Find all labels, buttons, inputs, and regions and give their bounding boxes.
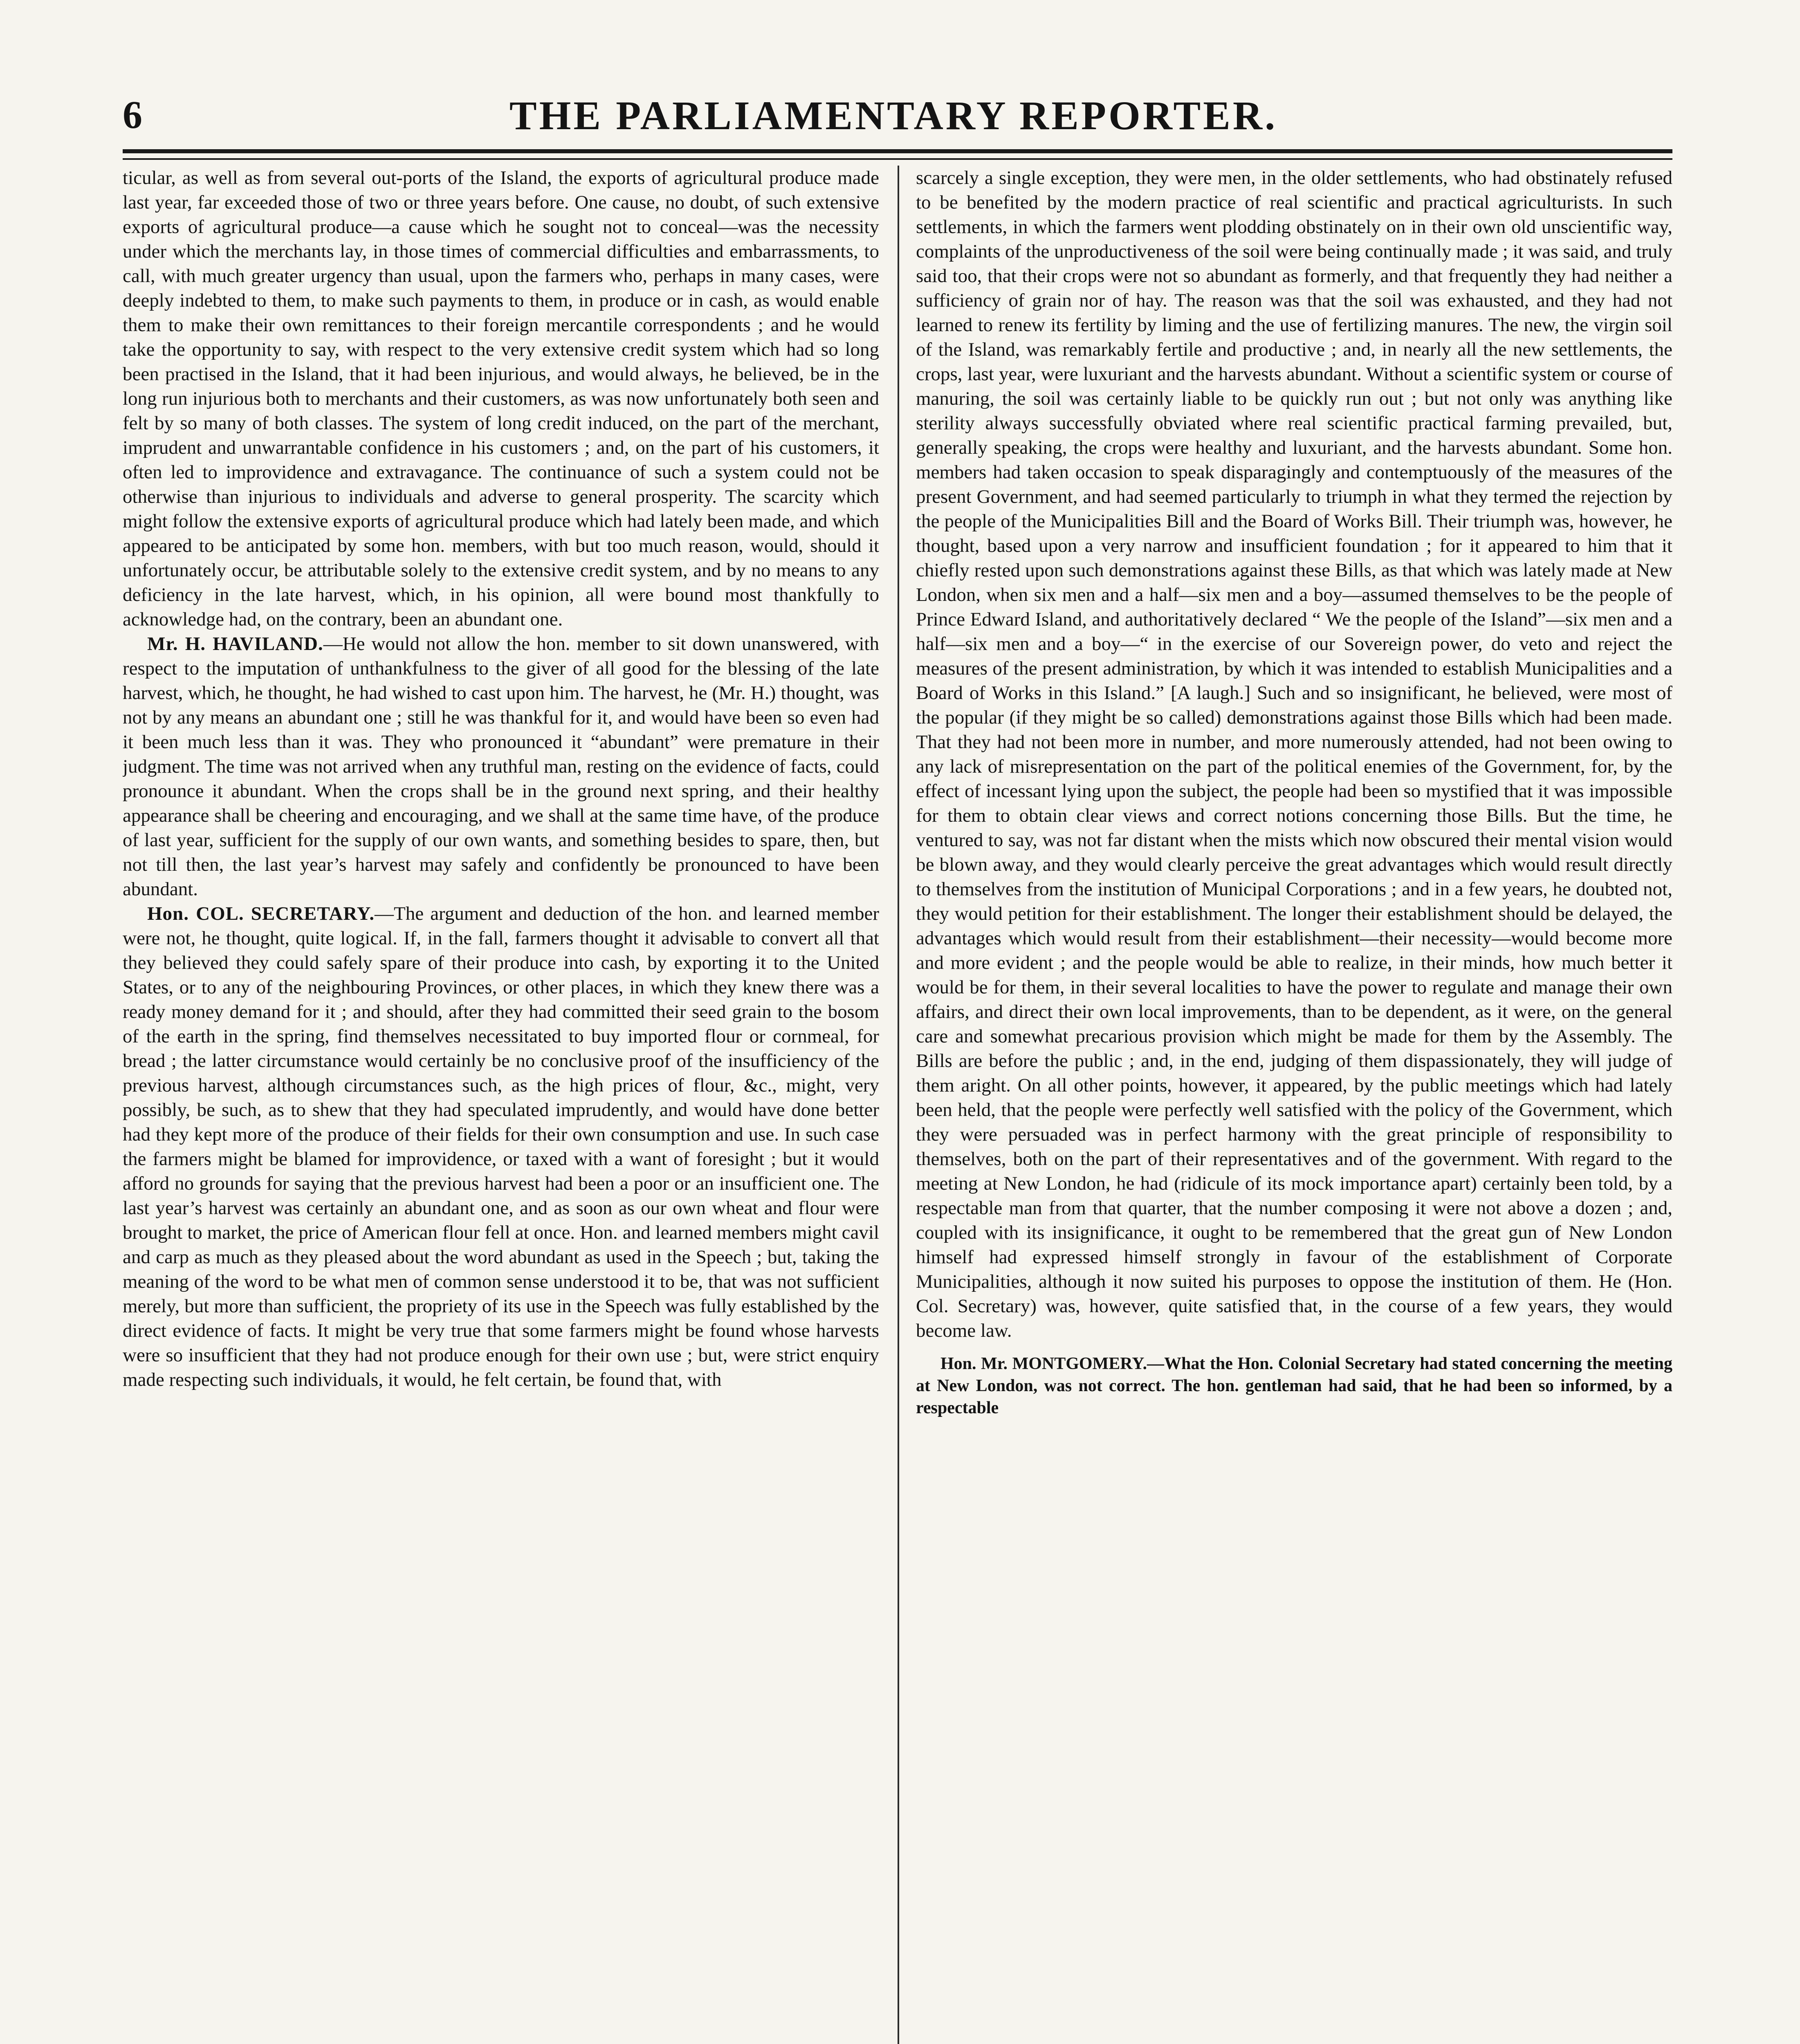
speech-text: —The argument and deduction of the hon. and learned member were not, he thought, quite logical. If, in the fall, farmers thought it advisable to convert all that they believed they could safely spare of their produce into cash, by exporting it to the United States, or to any of the neighbouring Provinces, or other places, in which they knew there was a ready money demand for it ; and should, after they had committed their seed grain to the bosom of the earth in the spring, find themselves necessitated to buy imported flour or cornmeal, for bread ; the latter circumstance would certainly be no conclusive proof of the insufficiency of the previous harvest, although circumstances such, as the high prices of flour, &c., might, very possibly, be such, as to shew that they had speculated imprudently, and would have done better had they kept more of the produce of their fields for their own consumption and use. In such case the farmers might be blamed for improvidence, or taxed with a want of foresight ; but it would afford no grounds for saying that the previous harvest had been a poor or an insufficient one. The last year’s harvest was certainly an abundant one, and as soon as our own wheat and flour were brought to market, the price of American flour fell at once. Hon. and learned members might cavil and carp as much as they pleased about the word abundant as used in the Speech ; but, taking the meaning of the word to be what men of common sense understood it to be, that was not sufficient merely, but more than sufficient, the propriety of its use in the Speech was fully established by the direct evidence of facts. It might be very true that some farmers might be found whose harvests were so insufficient that they had not produce enough for their own use ; but, were strict enquiry made respecting such individuals, it would, he felt certain, be found that, with [123, 903, 879, 1390]
masthead-title: THE PARLIAMENTARY REPORTER. [509, 93, 1278, 138]
paragraph [123, 901, 879, 1392]
speaker-name: Hon. COL. SECRETARY. [147, 903, 375, 924]
speaker-name: Mr. H. HAVILAND. [147, 633, 323, 654]
header-rule [123, 149, 1672, 160]
paragraph: scarcely a single exception, they were men, in the older settlements, who had obstinately refused to be benefited by the modern practice of real scientific and practical agriculturists. In such settlements, in which the farmers went plodding obstinately on in their own old unscientific way, complaints of the unproductiveness of the soil were being continually made ; it was said, and truly said too, that their crops were not so abundant as formerly, and that frequently they had neither a sufficiency of grain nor of hay. The reason was that the soil was exhausted, and they had not learned to renew its fertility by liming and the use of fertilizing manures. The new, the virgin soil of the Island, was remarkably fertile and productive ; and, in nearly all the new settlements, the crops, last year, were luxuriant and the harvests abundant. Without a scientific system or course of manuring, the soil was certainly liable to be quickly run out ; but not only was anything like sterility always successfully obviated where real scientific practical farming prevailed, but, generally speaking, the crops were healthy and luxuriant, and the harvests abundant. Some hon. members had taken occasion to speak disparagingly and contemptuously of the measures of the present Government, and had seemed particularly to triumph in what they termed the rejection by the people of the Municipalities Bill and the Board of Works Bill. Their triumph was, however, he thought, based upon a very narrow and insufficient foundation ; for it appeared to him that it chiefly rested upon such demonstrations against these Bills, as that which was lately made at New London, when six men and a half—six men and a boy—assumed themselves to be the people of Prince Edward Island, and authoritatively declared “ We the people of the Island”—six men and a half—six men and a boy—“ in the exercise of our Sovereign power, do veto and reject the measures of the present administration, by which it was intended to establish Municipalities and a Board of Works in this Island.” [A laugh.] Such and so insignificant, he believed, were most of the popular (if they might be so called) demonstrations against those Bills which had been made. That they had not been more in number, and more numerously attended, had not been owing to any lack of misrepresentation on the part of the political enemies of the Government, for, by the effect of incessant lying upon the subject, the people had been so mystified that it was impossible for them to obtain clear views and correct notions concerning those Bills. But the time, he ventured to say, was not far distant when the mists which now obscured their mental vision would be blown away, and they would clearly perceive the great advantages which would result directly to themselves from the institution of Municipal Corporations ; and in a few years, he doubted not, they would petition for their establishment. The longer their establishment should be delayed, the advantages which would result from their establishment—their necessity—would become more and more evident ; and the people would be able to realize, in their minds, how much better it would be for them, in their several localities to have the power to regulate and manage their own affairs, and direct their own local improvements, than to be dependent, as it were, on the general care and somewhat precarious provision which might be made for them by the Assembly. The Bills are before the public ; and, in the end, judging of them dispassionately, they will judge of them aright. On all other points, however, it appeared, by the public meetings which had lately been held, that the people were perfectly well satisfied with the policy of the Government, which they were persuaded was in perfect harmony with the great principle of responsibility to themselves, both on the part of their representatives and of the government. With regard to the meeting at New London, he had (ridicule of its mock importance apart) certainly been told, by a respectable man from that quarter, that the number composing it were not above a dozen ; and, coupled with its insignificance, it ought to be remembered that the great gun of New London himself had expressed himself strongly in favour of the establishment of Corporate Municipalities, although it now suited his purposes to oppose the institution of them. He (Hon. Col. Secretary) was, however, quite satisfied that, in the course of a few years, they would become law. [916, 167, 1672, 1341]
paragraph: Hon. Mr. MONTGOMERY.—What the Hon. Colonial Secretary had stated concerning the meeting at New London, was not correct. The hon. gentleman had said, that he had been so informed, by a respectable [916, 1354, 1672, 1417]
column-divider [898, 166, 899, 2044]
paragraph: ticular, as well as from several out-ports of the Island, the exports of agricultural produce made last year, far exceeded those of two or three years before. One cause, no doubt, of such extensive exports of agricultural produce—a cause which he sought not to conceal—was the necessity under which the merchants lay, in those times of commercial difficulties and embarrassments, to call, with much greater urgency than usual, upon the farmers who, perhaps in many cases, were deeply indebted to them, to make such payments to them, in produce or in cash, as would enable them to make their own remittances to their foreign mercantile correspondents ; and he would take the opportunity to say, with respect to the very extensive credit system which had so long been practised in the Island, that it had been injurious, and would always, he believed, be in the long run injurious both to merchants and their customers, as was now unfortunately both seen and felt by so many of both classes. The system of long credit induced, on the part of the merchant, imprudent and unwarrantable confidence in his customers ; and, on the part of his customers, it often led to improvidence and extravagance. The continuance of such a system could not be otherwise than injurious to individuals and adverse to general prosperity. The scarcity which might follow the extensive exports of agricultural produce which had lately been made, and which appeared to be anticipated by some hon. members, with but too much reason, would, should it unfortunately occur, be attributable solely to the extensive credit system, and by no means to any deficiency in the late harvest, which, in his opinion, all were bound most thankfully to acknowledge had, on the contrary, been an abundant one. [123, 167, 879, 630]
left-column [123, 166, 879, 2044]
page-header [123, 88, 1664, 149]
paragraph [123, 632, 879, 901]
page-number: 6 [123, 93, 142, 137]
speech-text: —He would not allow the hon. member to sit down unanswered, with respect to the imputation of unthankfulness to the giver of all good for the blessing of the late harvest, which, he thought, he had wished to cast upon him. The harvest, he (Mr. H.) thought, was not by any means an abundant one ; still he was thankful for it, and would have been so even had it been much less than it was. They who pronounced it “abundant” were premature in their judgment. The time was not arrived when any truthful man, resting on the evidence of facts, could pronounce it abundant. When the crops shall be in the ground next spring, and their healthy appearance shall be cheering and encouraging, and we shall at the same time have, of the produce of last year, sufficient for the supply of our own wants, and something besides to spare, then, but not till then, the last year’s harvest may safely and confidently be pronounced to have been abundant. [123, 633, 879, 900]
right-column [916, 166, 1672, 2044]
